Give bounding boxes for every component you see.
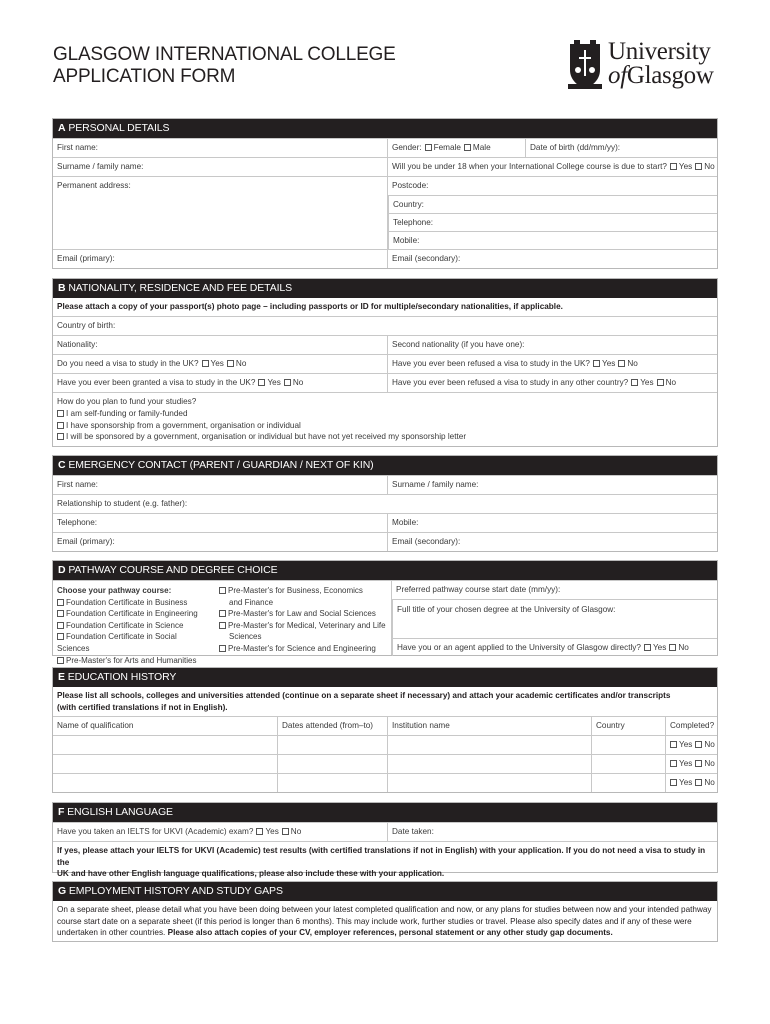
checkbox-icon[interactable] [57,410,64,417]
first-name-field[interactable]: First name: [57,143,98,152]
table-row [53,735,717,754]
form-title: APPLICATION FORM [53,66,236,87]
checkbox-icon[interactable] [695,163,702,170]
institution-cell[interactable] [387,736,591,754]
dates-cell[interactable] [277,755,387,773]
pathway-option[interactable]: Pre-Master's for Science and Engineering [219,643,387,655]
passport-note: Please attach a copy of your passport(s) photo page – including passports or ID for multiple/secondary nationalities, if applicable. [57,302,563,311]
postcode-field[interactable]: Postcode: [392,181,429,190]
section-b-header: B NATIONALITY, RESIDENCE AND FEE DETAILS [53,279,717,298]
checkbox-icon[interactable] [219,645,226,652]
country-cell[interactable] [591,736,665,754]
section-emergency-contact [52,455,718,552]
nationality-field[interactable]: Nationality: [57,340,98,349]
pathway-option[interactable]: Foundation Certificate in Science [57,620,211,632]
under18-field[interactable]: Will you be under 18 when your International College course is due to start? Yes No [387,158,717,176]
section-e-header: E EDUCATION HISTORY [53,668,717,687]
pathway-option-cont: Sciences [229,632,262,642]
ielts-field[interactable]: Have you taken an IELTS for UKVI (Academic) exam? Yes No [57,827,302,836]
country-field[interactable]: Country: [388,195,717,213]
checkbox-icon[interactable] [657,379,664,386]
contact-email-primary-field[interactable]: Email (primary): [57,537,115,546]
agent-applied-field[interactable]: Have you or an agent applied to the University of Glasgow directly? Yes No [392,638,717,656]
section-education-history [52,667,718,793]
section-personal-details [52,118,718,269]
checkbox-icon[interactable] [670,760,677,767]
dates-cell[interactable] [277,774,387,792]
university-crest-icon [568,40,602,92]
pathway-option[interactable]: Foundation Certificate in Social Sciences [57,632,177,653]
date-taken-field[interactable]: Date taken: [387,823,717,841]
col-dates: Dates attended (from–to) [277,717,387,735]
contact-surname-field[interactable]: Surname / family name: [387,476,717,494]
table-row [53,754,717,773]
country-cell[interactable] [591,774,665,792]
mobile-field[interactable]: Mobile: [388,231,717,249]
section-nationality [52,278,718,447]
checkbox-icon[interactable] [57,599,64,606]
col-country: Country [591,717,665,735]
section-pathway-course [52,560,718,665]
checkbox-icon[interactable] [464,144,471,151]
col-qualification: Name of qualification [57,721,134,730]
checkbox-icon[interactable] [669,644,676,651]
telephone-field[interactable]: Telephone: [388,213,717,231]
pathway-right-options[interactable] [215,581,391,655]
section-a-header: A PERSONAL DETAILS [53,119,717,138]
gender-field[interactable]: Gender: Female Male [387,139,525,157]
table-row [53,773,717,792]
country-of-birth-field[interactable]: Country of birth: [57,321,116,330]
ielts-note: If yes, please attach your IELTS for UKVI (Academic) test results (with certified translations if not in English) with your application. If you do not need a visa to study in the UK and have other English language qualifications, please also include these with your application. [57,846,706,878]
checkbox-icon[interactable] [631,379,638,386]
col-institution: Institution name [387,717,591,735]
surname-field[interactable]: Surname / family name: [57,162,144,171]
dob-field[interactable]: Date of birth (dd/mm/yy): [525,139,717,157]
checkbox-icon[interactable] [695,741,702,748]
pathway-option[interactable]: Foundation Certificate in Engineering [57,608,211,620]
institution-cell[interactable] [387,774,591,792]
pathway-option[interactable]: Foundation Certificate in Business [57,597,211,609]
checkbox-icon[interactable] [282,828,289,835]
checkbox-icon[interactable] [425,144,432,151]
col-completed: Completed? [665,717,717,735]
contact-email-secondary-field[interactable]: Email (secondary): [387,533,717,551]
checkbox-icon[interactable] [57,633,64,640]
refused-other-field[interactable]: Have you ever been refused a visa to study in any other country? Yes No [387,374,717,392]
section-d-header: D PATHWAY COURSE AND DEGREE CHOICE [53,561,717,580]
checkbox-icon[interactable] [256,828,263,835]
checkbox-icon[interactable] [284,379,291,386]
checkbox-icon[interactable] [618,360,625,367]
checkbox-icon[interactable] [670,163,677,170]
logo-glasgow: ofGlasgow [608,62,714,89]
pathway-option[interactable]: Pre-Master's for Medical, Veterinary and Life [219,620,387,632]
relationship-field[interactable]: Relationship to student (e.g. father): [57,499,188,508]
pathway-left-options[interactable] [53,581,215,665]
country-cell[interactable] [591,755,665,773]
visa-need-field[interactable]: Do you need a visa to study in the UK? Yes No [57,359,247,368]
checkbox-icon[interactable] [219,610,226,617]
granted-uk-field[interactable]: Have you ever been granted a visa to study in the UK? Yes No [57,378,304,387]
qualification-cell[interactable] [53,736,277,754]
checkbox-icon[interactable] [695,760,702,767]
checkbox-icon[interactable] [57,657,64,664]
section-employment-history [52,881,718,942]
checkbox-icon[interactable] [219,587,226,594]
qualification-cell[interactable] [53,774,277,792]
pathway-option[interactable]: Pre-Master's for Arts and Humanities [57,655,211,667]
start-date-field[interactable]: Preferred pathway course start date (mm/yy): [396,585,561,594]
second-nationality-field[interactable]: Second nationality (if you have one): [387,336,717,354]
checkbox-icon[interactable] [202,360,209,367]
funding-option-2[interactable]: I have sponsorship from a government, organisation or individual [57,420,713,432]
section-g-header: G EMPLOYMENT HISTORY AND STUDY GAPS [53,882,717,901]
college-title: GLASGOW INTERNATIONAL COLLEGE [53,44,396,65]
checkbox-icon[interactable] [57,622,64,629]
form-header [53,44,396,88]
funding-field[interactable] [53,393,717,446]
institution-cell[interactable] [387,755,591,773]
completed-cell[interactable]: Yes No [665,736,717,754]
contact-mobile-field[interactable]: Mobile: [387,514,717,532]
checkbox-icon[interactable] [593,360,600,367]
contact-first-name-field[interactable]: First name: [57,480,98,489]
checkbox-icon[interactable] [57,610,64,617]
education-note: Please list all schools, colleges and universities attended (continue on a separate sheet if necessary) and attach your academic certificates and/or transcripts (with certified translations if not in English). [57,691,671,712]
checkbox-icon[interactable] [219,622,226,629]
address-field[interactable]: Permanent address: [57,181,131,190]
checkbox-icon[interactable] [670,779,677,786]
checkbox-icon[interactable] [258,379,265,386]
qualification-cell[interactable] [53,755,277,773]
refused-uk-field[interactable]: Have you ever been refused a visa to study in the UK? Yes No [387,355,717,373]
degree-title-field[interactable]: Full title of your chosen degree at the University of Glasgow: [392,599,717,638]
completed-cell[interactable]: Yes No [665,774,717,792]
checkbox-icon[interactable] [670,741,677,748]
university-logo [568,40,720,96]
checkbox-icon[interactable] [227,360,234,367]
funding-question: How do you plan to fund your studies? [57,397,197,406]
checkbox-icon[interactable] [644,644,651,651]
checkbox-icon[interactable] [57,433,64,440]
checkbox-icon[interactable] [57,422,64,429]
completed-cell[interactable]: Yes No [665,755,717,773]
funding-option-1[interactable]: I am self-funding or family-funded [57,408,713,420]
email-primary-field[interactable]: Email (primary): [57,254,115,263]
pathway-option-cont: and Finance [229,597,274,607]
logo-university: University [608,38,711,65]
contact-telephone-field[interactable]: Telephone: [57,518,98,527]
choose-pathway-label: Choose your pathway course: [57,586,172,595]
section-english-language [52,802,718,878]
section-f-header: F ENGLISH LANGUAGE [53,803,717,822]
pathway-option[interactable]: Pre-Master's for Law and Social Sciences [219,608,387,620]
email-secondary-field[interactable]: Email (secondary): [387,250,717,268]
section-c-header: C EMERGENCY CONTACT (PARENT / GUARDIAN / NEXT OF KIN) [53,456,717,475]
pathway-option[interactable]: Pre-Master's for Business, Economics [219,585,387,597]
funding-option-3[interactable]: I will be sponsored by a government, organisation or individual but have not yet received my sponsorship letter [57,431,713,443]
dates-cell[interactable] [277,736,387,754]
checkbox-icon[interactable] [695,779,702,786]
employment-note: On a separate sheet, please detail what you have been doing between your latest completed qualification and now, or any plans for studies between now and your intended pathway course start date on a separate sheet (if this period is longer than 6 months). This may include work, further studies or travel. Please also specify dates and if any of these were undertaken in other countries. Please also attach copies of your CV, employer references, personal statement or any other study gap documents. [57,905,712,937]
